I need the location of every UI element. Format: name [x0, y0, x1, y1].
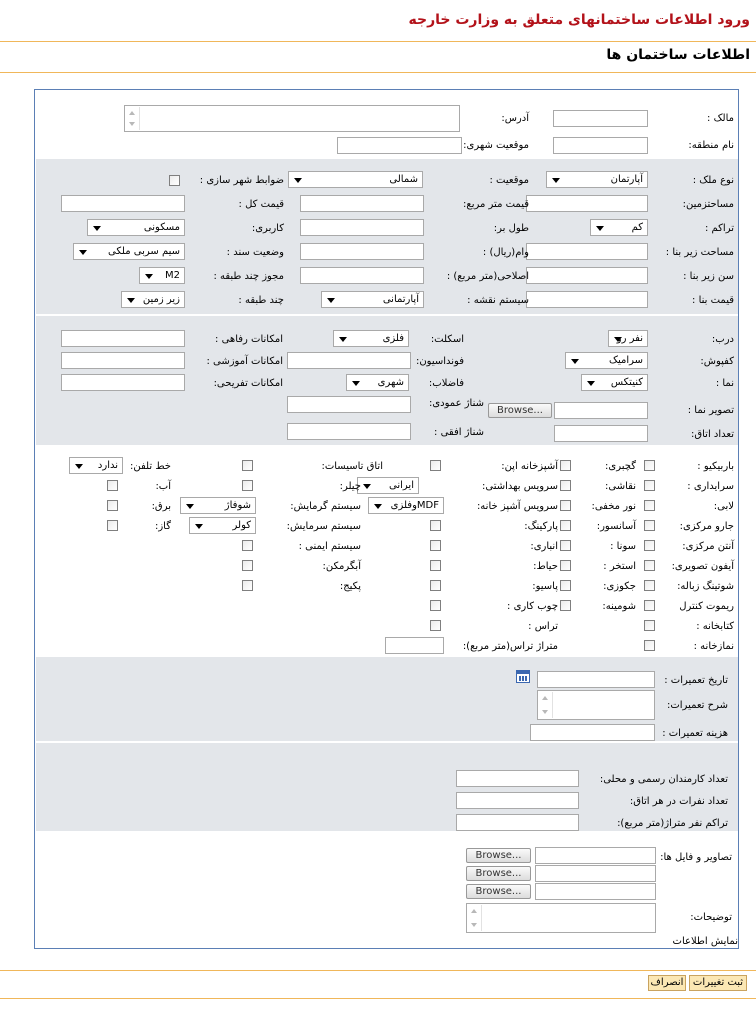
title-divider — [0, 72, 756, 73]
file-input-3[interactable] — [535, 883, 656, 900]
amenity-label: پاسیو: — [532, 581, 558, 592]
room-count-label: تعداد اتاق: — [690, 429, 734, 440]
file-input-1[interactable] — [535, 847, 656, 864]
recreation-input[interactable] — [61, 374, 185, 391]
amenity-checkbox[interactable] — [242, 560, 253, 571]
price-per-m2-input[interactable] — [300, 195, 424, 212]
amenity-label: آنتن مرکزی: — [682, 541, 734, 552]
kitchen-type-select[interactable]: MDFوفلزی — [368, 497, 444, 514]
horizontal-axis-label: شناژ افقی : — [434, 427, 484, 438]
amenity-checkbox[interactable] — [430, 580, 441, 591]
phone-line-select[interactable]: ندارد — [69, 457, 123, 474]
amenity-checkbox[interactable] — [644, 520, 655, 531]
amenity-label: نقاشی: — [605, 481, 636, 492]
chevron-down-icon — [374, 504, 382, 509]
repair-date-input[interactable] — [537, 671, 655, 688]
vertical-axis-input[interactable] — [287, 396, 411, 413]
amenity-label: سیستم سرمایش: — [286, 521, 361, 532]
chevron-down-icon — [587, 381, 595, 386]
people-per-room-input[interactable] — [456, 792, 579, 809]
chevron-down-icon — [327, 298, 335, 303]
usage-select[interactable]: مسکونی — [87, 219, 185, 236]
save-changes-button[interactable]: ثبت تغییرات — [689, 975, 747, 991]
amenity-checkbox[interactable] — [644, 500, 655, 511]
amenity-checkbox[interactable] — [560, 560, 571, 571]
chevron-down-icon — [596, 226, 604, 231]
amenity-label: گچبری: — [605, 461, 636, 472]
amenity-checkbox[interactable] — [430, 540, 441, 551]
chevron-down-icon — [363, 484, 371, 489]
flooring-select[interactable]: سرامیک — [565, 352, 648, 369]
repair-description-label: شرح تعمیرات: — [666, 700, 728, 711]
chevron-down-icon — [75, 464, 83, 469]
amenity-checkbox[interactable] — [430, 560, 441, 571]
footer-divider-top — [0, 970, 756, 971]
repair-description-textarea[interactable] — [537, 690, 655, 720]
education-input[interactable] — [61, 352, 185, 369]
amenity-checkbox[interactable] — [644, 560, 655, 571]
amenity-checkbox[interactable] — [560, 460, 571, 471]
amenity-checkbox[interactable] — [107, 480, 118, 491]
repair-cost-label: هزینه تعمیرات : — [662, 728, 728, 739]
amenity-label: برق: — [151, 501, 171, 512]
chevron-down-icon — [552, 178, 560, 183]
amenity-label: سیستم گرمایش: — [290, 501, 361, 512]
vertical-axis-label: شناژ عمودی: — [428, 398, 484, 409]
amenity-label: خط تلفن: — [130, 461, 171, 472]
amenity-checkbox[interactable] — [644, 600, 655, 611]
notes-label: توضیحات: — [690, 912, 732, 923]
chevron-down-icon — [294, 178, 302, 183]
amenity-label: پارکینگ: — [524, 521, 558, 532]
total-price-label: قیمت کل : — [238, 199, 284, 210]
amenity-checkbox[interactable] — [644, 620, 655, 631]
address-label: آدرس: — [501, 113, 529, 124]
toilet-type-select[interactable]: ایرانی — [357, 477, 419, 494]
amenity-label: سرویس آشپز خانه: — [476, 501, 558, 512]
facade-label: نما : — [715, 378, 734, 389]
amenity-label: کتابخانه : — [696, 621, 734, 632]
amenity-checkbox[interactable] — [560, 500, 571, 511]
banner-divider — [0, 41, 756, 42]
urban-position-label: موقعیت شهری: — [463, 140, 529, 151]
file-input-2[interactable] — [535, 865, 656, 882]
calendar-icon[interactable] — [516, 670, 530, 683]
official-staff-input[interactable] — [456, 770, 579, 787]
amenity-label: آسانسور: — [596, 521, 636, 532]
correction-input[interactable] — [300, 267, 424, 284]
chevron-down-icon — [339, 337, 347, 342]
chevron-down-icon — [127, 298, 135, 303]
browse-button-2[interactable]: Browse... — [466, 866, 531, 881]
land-area-label: مساحتزمین: — [682, 199, 734, 210]
sewage-select[interactable]: شهری — [346, 374, 409, 391]
people-density-label: تراکم نفر متراژ(متر مربع): — [617, 818, 728, 829]
chevron-down-icon — [571, 359, 579, 364]
chevron-down-icon — [195, 524, 203, 529]
position-label: موقعیت : — [489, 175, 529, 186]
amenity-label: جکوزی: — [603, 581, 636, 592]
amenity-label: سیستم ایمنی : — [298, 541, 361, 552]
total-price-input[interactable] — [61, 195, 185, 212]
browse-button-3[interactable]: Browse... — [466, 884, 531, 899]
images-files-label: تصاویر و فایل ها: — [660, 852, 732, 863]
flooring-label: کفپوش: — [700, 356, 734, 367]
foundation-input[interactable] — [287, 352, 411, 369]
length-label: طول بر: — [493, 223, 529, 234]
amenity-checkbox[interactable] — [644, 640, 655, 651]
usage-label: کاربری: — [251, 223, 284, 234]
recreation-label: امکانات تفریحی: — [213, 378, 283, 389]
terrace-area-input[interactable] — [385, 637, 444, 654]
skeleton-label: اسکلت: — [430, 334, 464, 345]
building-age-label: سن زیر بنا : — [683, 271, 734, 282]
urban-rules-label: ضوابط شهر سازی : — [199, 175, 284, 186]
amenity-label: تراس : — [528, 621, 558, 632]
map-system-label: سیستم نقشه : — [467, 295, 529, 306]
amenity-label: جارو مرکزی: — [679, 521, 734, 532]
address-textarea[interactable] — [124, 105, 460, 132]
repair-cost-input[interactable] — [530, 724, 655, 741]
amenity-checkbox[interactable] — [242, 540, 253, 551]
land-area-input[interactable] — [526, 195, 648, 212]
doc-status-select[interactable]: سیم سربی ملکی — [73, 243, 185, 260]
foundation-label: فونداسیون: — [415, 356, 464, 367]
chevron-down-icon — [186, 504, 194, 509]
amenity-label: آیفون تصویری: — [671, 561, 734, 572]
amenity-label: سونا : — [610, 541, 636, 552]
amenity-label: سرایداری : — [687, 481, 734, 492]
cancel-button[interactable]: انصراف — [648, 975, 686, 991]
loan-input[interactable] — [300, 243, 424, 260]
heating-system-select[interactable]: شوفاژ — [180, 497, 256, 514]
amenity-label: پکیج: — [339, 581, 361, 592]
amenity-label: لابی: — [713, 501, 734, 512]
official-staff-label: تعداد کارمندان رسمی و محلی: — [599, 774, 728, 785]
amenity-label: آب: — [155, 481, 171, 492]
loan-label: وام(ریال) : — [482, 247, 529, 258]
map-system-select[interactable]: آپارتمانی — [321, 291, 424, 308]
density-select[interactable]: کم — [590, 219, 648, 236]
amenity-checkbox[interactable] — [430, 460, 441, 471]
amenity-label: باربیکیو : — [697, 461, 734, 472]
urban-position-input[interactable] — [337, 137, 462, 154]
amenity-checkbox[interactable] — [242, 480, 253, 491]
door-label: درب: — [711, 334, 734, 345]
notes-textarea[interactable] — [466, 903, 656, 933]
floors-select[interactable]: زیر زمین — [121, 291, 185, 308]
amenity-label: استخر : — [603, 561, 636, 572]
page-title: اطلاعات ساختمان ها — [606, 47, 750, 63]
facade-select[interactable]: کنیتکس — [581, 374, 648, 391]
room-count-input[interactable] — [554, 425, 648, 442]
amenity-label: حیاط: — [533, 561, 558, 572]
amenity-checkbox[interactable] — [107, 520, 118, 531]
amenity-label: چیلر: — [339, 481, 361, 492]
skeleton-select[interactable]: فلزی — [333, 330, 409, 347]
amenity-checkbox[interactable] — [242, 460, 253, 471]
density-label: تراکم : — [704, 223, 734, 234]
length-input[interactable] — [300, 219, 424, 236]
amenity-checkbox[interactable] — [430, 600, 441, 611]
people-per-room-label: تعداد نفرات در هر اتاق: — [629, 796, 728, 807]
amenity-label: ریموت کنترل — [679, 601, 734, 612]
region-name-label: نام منطقه: — [688, 140, 734, 151]
amenity-checkbox[interactable] — [644, 580, 655, 591]
correction-label: اصلاحی(متر مربع) : — [446, 271, 529, 282]
chevron-down-icon — [79, 250, 87, 255]
amenity-checkbox[interactable] — [644, 460, 655, 471]
floor-permit-label: مجوز چند طبقه : — [213, 271, 284, 282]
horizontal-axis-input[interactable] — [287, 423, 411, 440]
built-area-label: مساحت زیر بنا : — [665, 247, 734, 258]
education-label: امکانات آموزشی : — [206, 356, 283, 367]
chevron-down-icon — [614, 337, 622, 342]
amenity-checkbox[interactable] — [430, 620, 441, 631]
built-area-input[interactable] — [526, 243, 648, 260]
urban-rules-checkbox[interactable] — [169, 175, 180, 186]
owner-input[interactable] — [553, 110, 648, 127]
chevron-down-icon — [145, 274, 153, 279]
building-price-input[interactable] — [526, 291, 648, 308]
floors-label: چند طبقه : — [238, 295, 284, 306]
amenity-label: نور مخفی: — [591, 501, 636, 512]
show-info-label: نمایش اطلاعات — [672, 936, 738, 947]
amenity-checkbox[interactable] — [430, 520, 441, 531]
footer-divider-bottom — [0, 998, 756, 999]
amenity-label: گاز: — [154, 521, 171, 532]
chevron-down-icon — [93, 226, 101, 231]
amenity-checkbox[interactable] — [107, 500, 118, 511]
amenity-label: اتاق تاسیسات: — [321, 461, 383, 472]
repair-date-label: تاریخ تعمیرات : — [664, 675, 728, 686]
amenity-label: آشپزخانه اپن: — [501, 461, 558, 472]
amenity-checkbox[interactable] — [560, 600, 571, 611]
people-density-input[interactable] — [456, 814, 579, 831]
amenity-checkbox[interactable] — [560, 480, 571, 491]
amenity-label: شوتینگ زباله: — [677, 581, 734, 592]
browse-button-1[interactable]: Browse... — [466, 848, 531, 863]
position-select[interactable]: شمالی — [288, 171, 423, 188]
amenity-checkbox[interactable] — [242, 580, 253, 591]
amenity-label: شومینه: — [602, 601, 636, 612]
region-name-input[interactable] — [553, 137, 648, 154]
amenity-label: انباری: — [530, 541, 558, 552]
door-select[interactable]: نفر رو — [608, 330, 648, 347]
amenity-checkbox[interactable] — [644, 480, 655, 491]
property-type-select[interactable]: آپارتمان — [546, 171, 648, 188]
amenity-label: سرویس بهداشتی: — [482, 481, 558, 492]
facade-image-browse-button[interactable]: Browse... — [488, 403, 552, 418]
amenity-label: متراژ تراس(متر مربع): — [462, 641, 558, 652]
amenity-checkbox[interactable] — [560, 580, 571, 591]
facade-image-file-input[interactable] — [554, 402, 648, 419]
doc-status-label: وضعیت سند : — [226, 247, 284, 258]
floor-permit-select[interactable]: M2 — [139, 267, 185, 284]
welfare-input[interactable] — [61, 330, 185, 347]
amenity-label: نمازخانه : — [693, 641, 734, 652]
cooling-system-select[interactable]: کولر — [189, 517, 256, 534]
building-age-input[interactable] — [526, 267, 648, 284]
sewage-label: فاضلاب: — [428, 378, 464, 389]
owner-label: مالک : — [707, 113, 734, 124]
page-banner: ورود اطلاعات ساختمانهای متعلق به وزارت خارجه — [408, 12, 750, 28]
amenity-label: آبگرمکن: — [322, 561, 361, 572]
amenity-checkbox[interactable] — [560, 540, 571, 551]
amenity-label: چوب کاری : — [507, 601, 558, 612]
welfare-label: امکانات رفاهی : — [215, 334, 283, 345]
amenity-checkbox[interactable] — [560, 520, 571, 531]
property-type-label: نوع ملک : — [692, 175, 734, 186]
building-price-label: قیمت بنا : — [692, 295, 734, 306]
chevron-down-icon — [352, 381, 360, 386]
facade-image-label: تصویر نما : — [687, 405, 734, 416]
price-per-m2-label: قیمت متر مربع: — [463, 199, 529, 210]
amenity-checkbox[interactable] — [644, 540, 655, 551]
